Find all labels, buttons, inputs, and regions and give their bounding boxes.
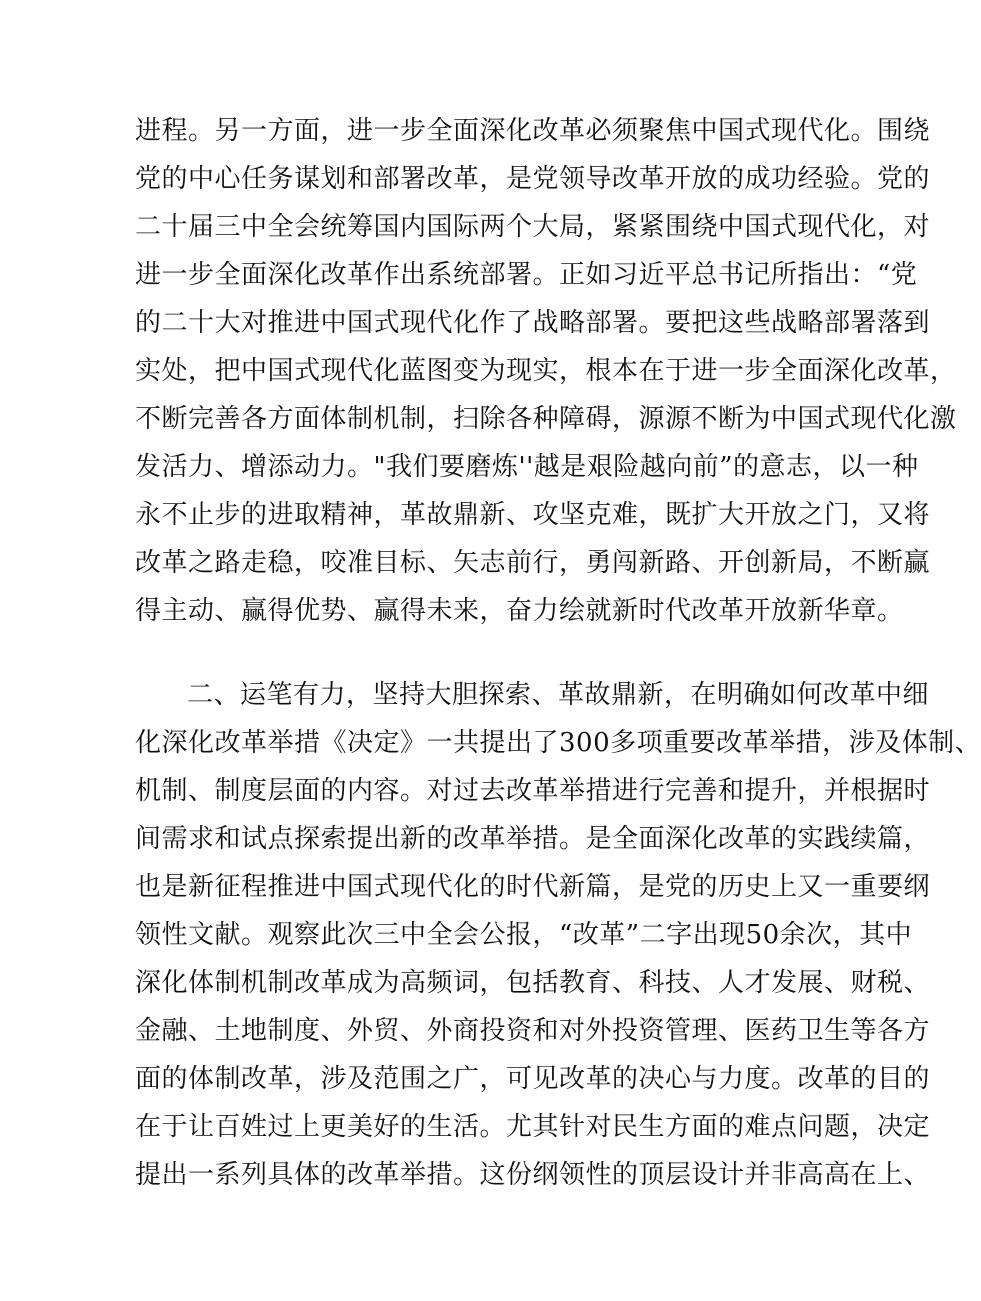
text-line: 在于让百姓过上更美好的生活。尤其针对民生方面的难点问题，决定 xyxy=(135,1112,931,1142)
text-line: 化深化改革举措《决定》一共提出了300多项重要改革举措，涉及体制、 xyxy=(135,728,981,758)
text-line: 实处，把中国式现代化蓝图变为现实，根本在于进一步全面深化改革， xyxy=(135,356,957,386)
text-line: 的二十大对推进中国式现代化作了战略部署。要把这些战略部署落到 xyxy=(135,308,931,338)
text-line: 间需求和试点探索提出新的改革举措。是全面深化改革的实践续篇， xyxy=(135,824,931,854)
text-line: 发活力、增添动力。"我们要磨炼''越是艰险越向前”的意志，以一种 xyxy=(135,452,919,482)
text-line: 面的体制改革，涉及范围之广，可见改革的决心与力度。改革的目的 xyxy=(135,1064,931,1094)
text-line: 不断完善各方面体制机制，扫除各种障碍，源源不断为中国式现代化激 xyxy=(135,404,957,434)
text-line: 二十届三中全会统筹国内国际两个大局，紧紧围绕中国式现代化，对 xyxy=(135,212,931,242)
text-line: 改革之路走稳，咬准目标、矢志前行，勇闯新路、开创新局，不断赢 xyxy=(135,548,931,578)
text-line: 党的中心任务谋划和部署改革，是党领导改革开放的成功经验。党的 xyxy=(135,164,931,194)
text-line: 进程。另一方面，进一步全面深化改革必须聚焦中国式现代化。围绕 xyxy=(135,116,931,146)
text-line: 也是新征程推进中国式现代化的时代新篇，是党的历史上又一重要纲 xyxy=(135,872,931,902)
paragraph-heading-line: 二、运笔有力，坚持大胆探索、革故鼎新，在明确如何改革中细 xyxy=(187,680,930,710)
text-line: 进一步全面深化改革作出系统部署。正如习近平总书记所指出：“党 xyxy=(135,260,918,290)
text-line: 永不止步的进取精神，革故鼎新、攻坚克难，既扩大开放之门，又将 xyxy=(135,500,931,530)
text-line: 机制、制度层面的内容。对过去改革举措进行完善和提升，并根据时 xyxy=(135,776,931,806)
text-line: 金融、土地制度、外贸、外商投资和对外投资管理、医药卫生等各方 xyxy=(135,1016,931,1046)
text-line: 深化体制机制改革成为高频词，包括教育、科技、人才发展、财税、 xyxy=(135,968,931,998)
text-line: 提出一系列具体的改革举措。这份纲领性的顶层设计并非高高在上、 xyxy=(135,1160,931,1190)
text-line: 领性文献。观察此次三中全会公报，“改革”二字出现50余次，其中 xyxy=(135,920,913,950)
text-line: 得主动、赢得优势、赢得未来，奋力绘就新时代改革开放新华章。 xyxy=(135,596,904,626)
